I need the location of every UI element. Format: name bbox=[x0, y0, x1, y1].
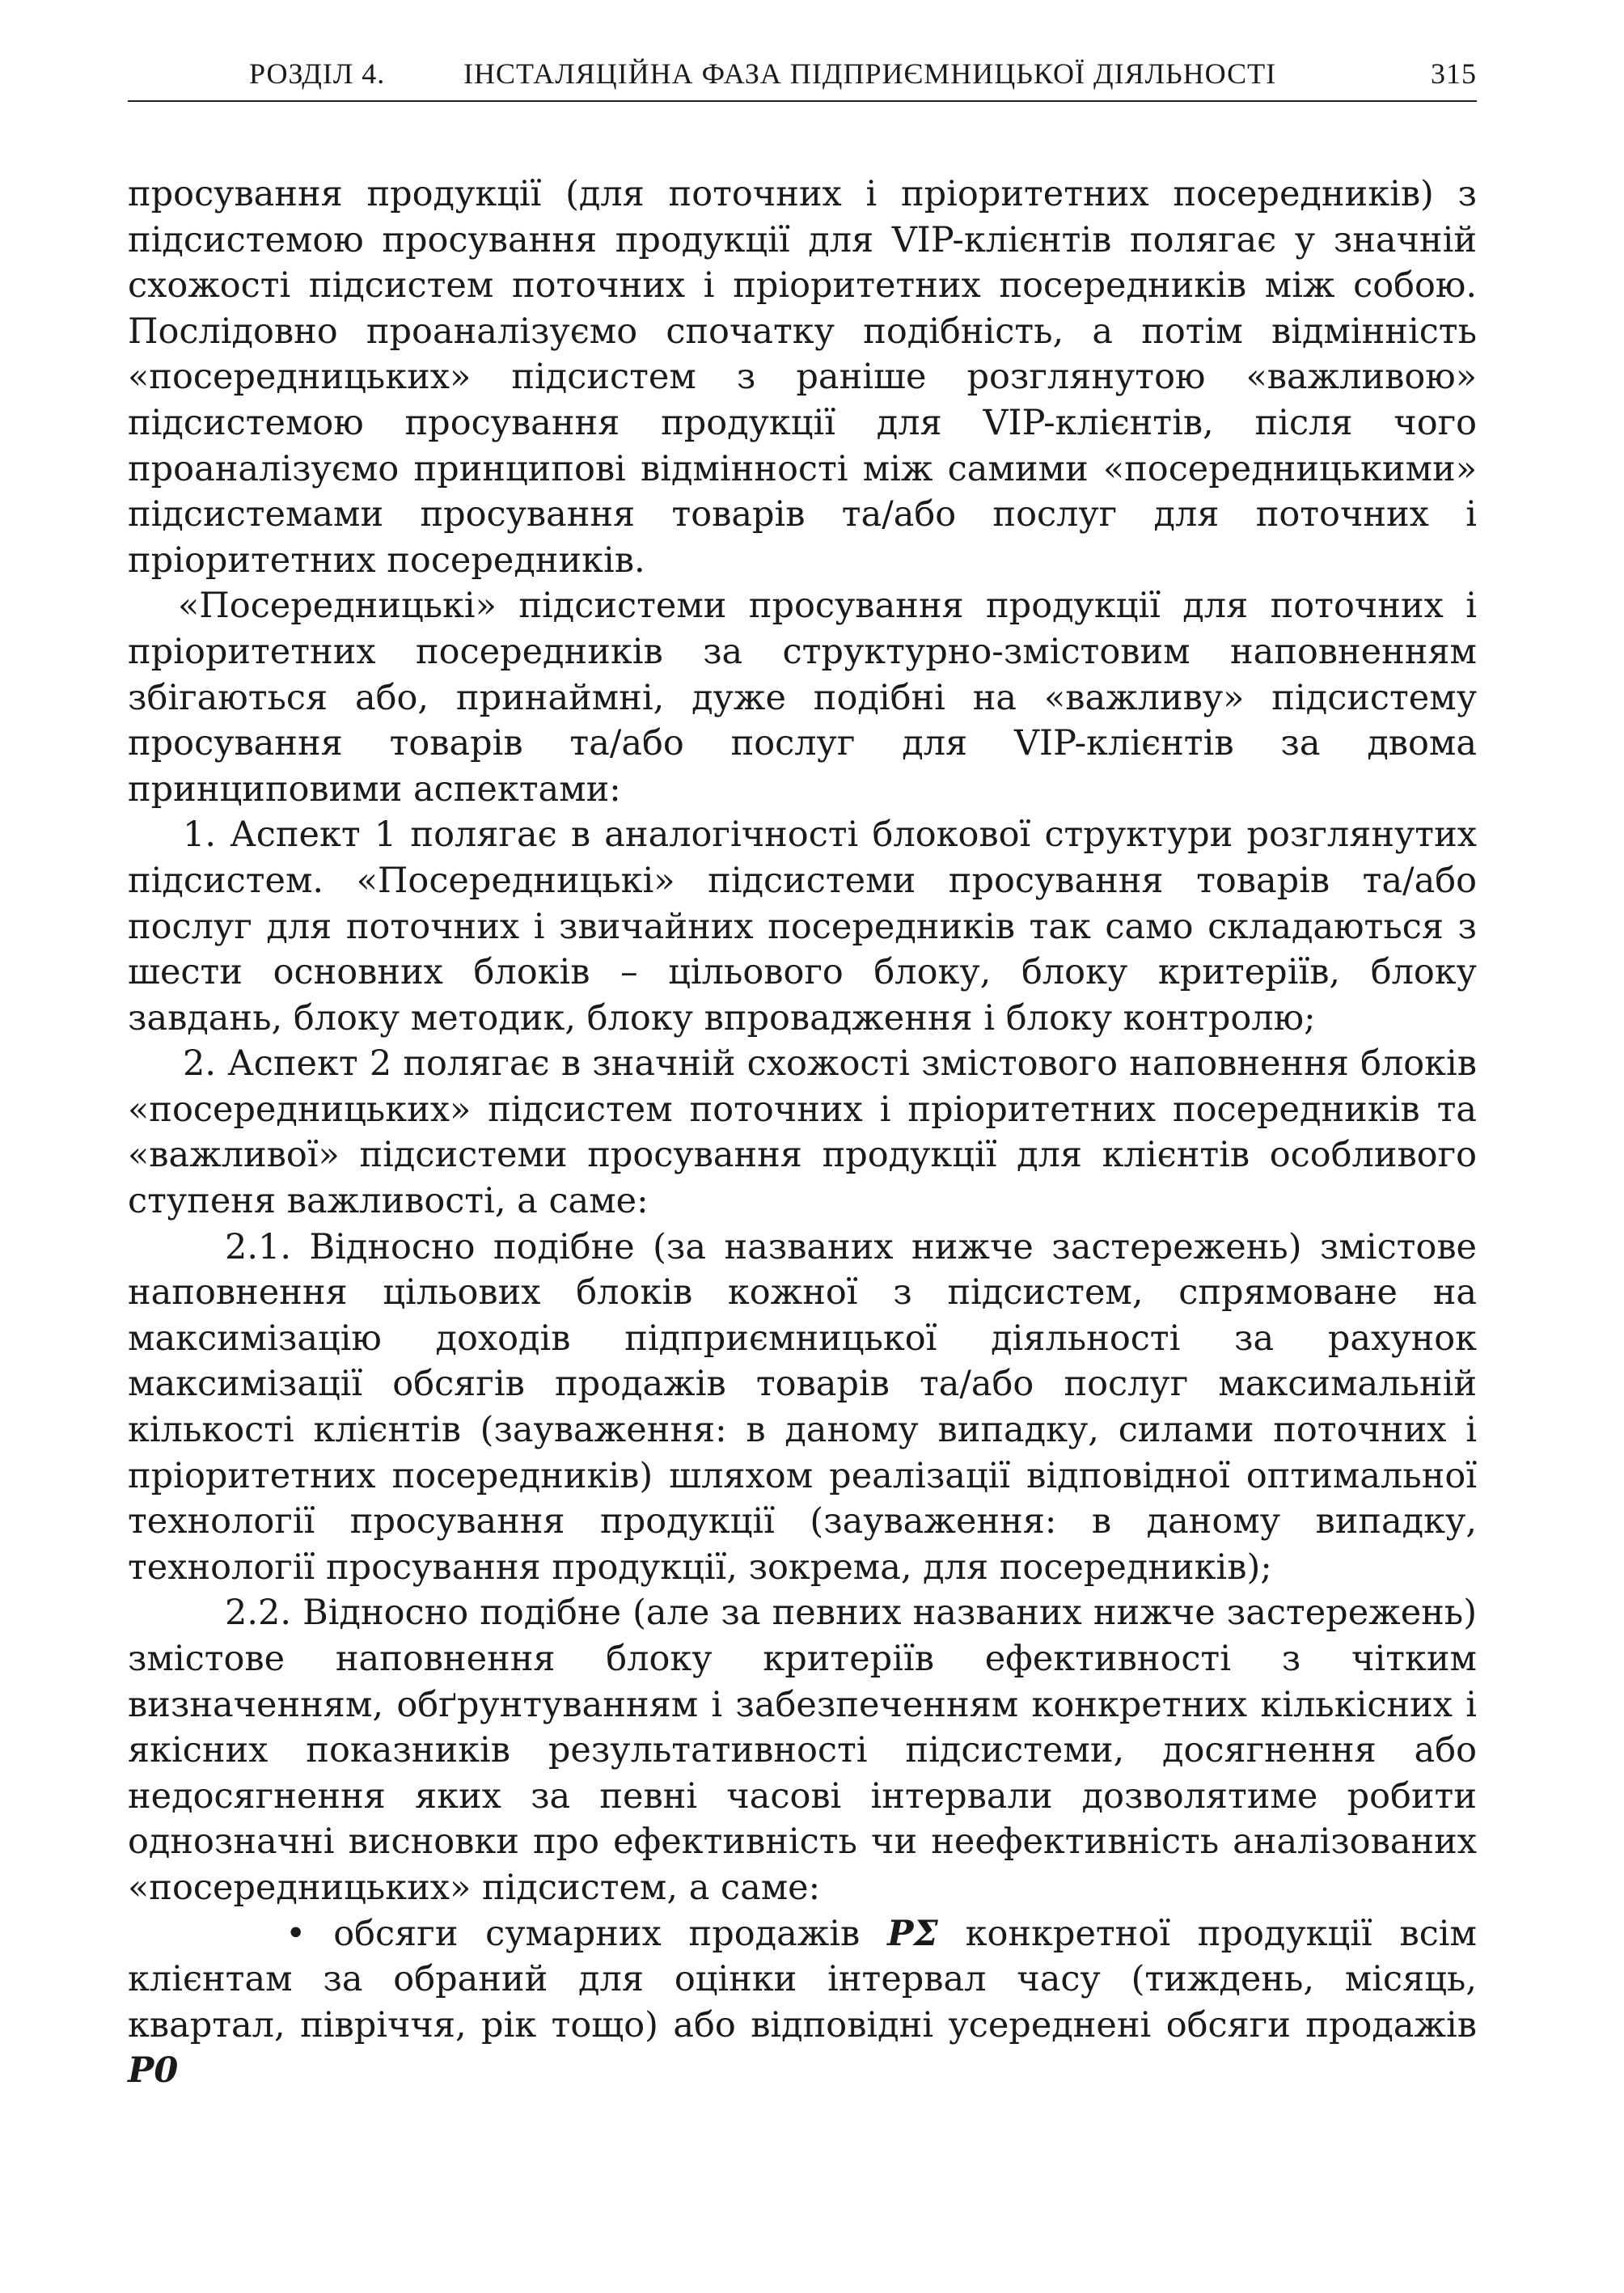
bullet-marker: • bbox=[285, 1913, 307, 1954]
sub-item-2-1: 2.1. Відносно подібне (за названих нижче застережень) змістове наповнення цільових блоків кожної з підсистем, спрямоване на максимізацію доходів підприємницької діяльності за рахунок максимізації обсягів продажів товарів та/або послуг максимальній кількості клієнтів (зауваження: в даному випадку, силами поточних і пріоритетних посередників) шляхом реалізації відповідної оптимальної технології просування продукції (зауваження: в даному випадку, технології просування продукції, зокрема, для посередників); bbox=[128, 1226, 1477, 1588]
bullet-text-start: обсяги сумарних продажів bbox=[333, 1913, 861, 1954]
symbol-p-zero: P0 bbox=[128, 2050, 179, 2092]
bullet-item bbox=[128, 1911, 1477, 2094]
symbol-p-sigma: PΣ bbox=[887, 1913, 938, 1954]
list-item-aspect-1: 1. Аспект 1 полягає в аналогічності блокової структури розглянутих підсистем. «Посередницькі» підсистеми просування товарів та/або послуг для поточних і звичайних посередників так само складаються з шести основних блоків – цільового блоку, блоку критеріїв, блоку завдань, блоку методик, блоку впровадження і блоку контролю; bbox=[128, 814, 1477, 1039]
list-item-aspect-2: 2. Аспект 2 полягає в значній схожості змістового наповнення блоків «посередницьких» підсистем поточних і пріоритетних посередників та «важливої» підсистеми просування продукції для клієнтів особливого ступеня важливості, а саме: bbox=[128, 1043, 1477, 1222]
paragraph-1: просування продукції (для поточних і пріоритетних посередників) з підсистемою просування продукції для VIP-клієнтів полягає у значній схожості підсистем поточних і пріоритетних посередників між собою. Послідовно проаналізуємо спочатку подібність, а потім відмінність «посередницьких» підсистем з раніше розглянутою «важливою» підсистемою просування продукції для VIP-клієнтів, після чого проаналізуємо принципові відмінності між самими «посередницькими» підсистемами просування товарів та/або послуг для поточних і пріоритетних посередників. bbox=[128, 174, 1477, 581]
header-section: РОЗДІЛ 4. bbox=[249, 57, 386, 90]
header-rule bbox=[128, 100, 1477, 102]
paragraph-2: «Посередницькі» підсистеми просування продукції для поточних і пріоритетних посередників за структурно-змістовим наповненням збігаються або, принаймні, дуже подібні на «важливу» підсистему просування товарів та/або послуг для VIP-клієнтів за двома принциповими аспектами: bbox=[128, 586, 1477, 810]
page-number: 315 bbox=[1431, 57, 1477, 90]
sub-item-2-2: 2.2. Відносно подібне (але за певних названих нижче застережень) змістове наповнення блоку критеріїв ефективності з чітким визначенням, обґрунтуванням і забезпеченням конкретних кількісних і якісних показників результативності підсистеми, досягнення або недосягнення яких за певні часові інтервали дозволятиме робити однозначні висновки про ефективність чи неефективність аналізованих «посередницьких» підсистем, а саме: bbox=[128, 1593, 1477, 1908]
header-title: ІНСТАЛЯЦІЙНА ФАЗА ПІДПРИЄМНИЦЬКОЇ ДІЯЛЬНОСТІ bbox=[463, 57, 1277, 90]
bullet-text-middle: конкретної продукції всім клієнтам за обраний для оцінки інтервал часу (тиждень, місяць, квартал, півріччя, рік тощо) або відповідні усереднені обсяги продажів bbox=[128, 1913, 1477, 2046]
page-body bbox=[128, 171, 1477, 2094]
running-header bbox=[128, 57, 1477, 99]
